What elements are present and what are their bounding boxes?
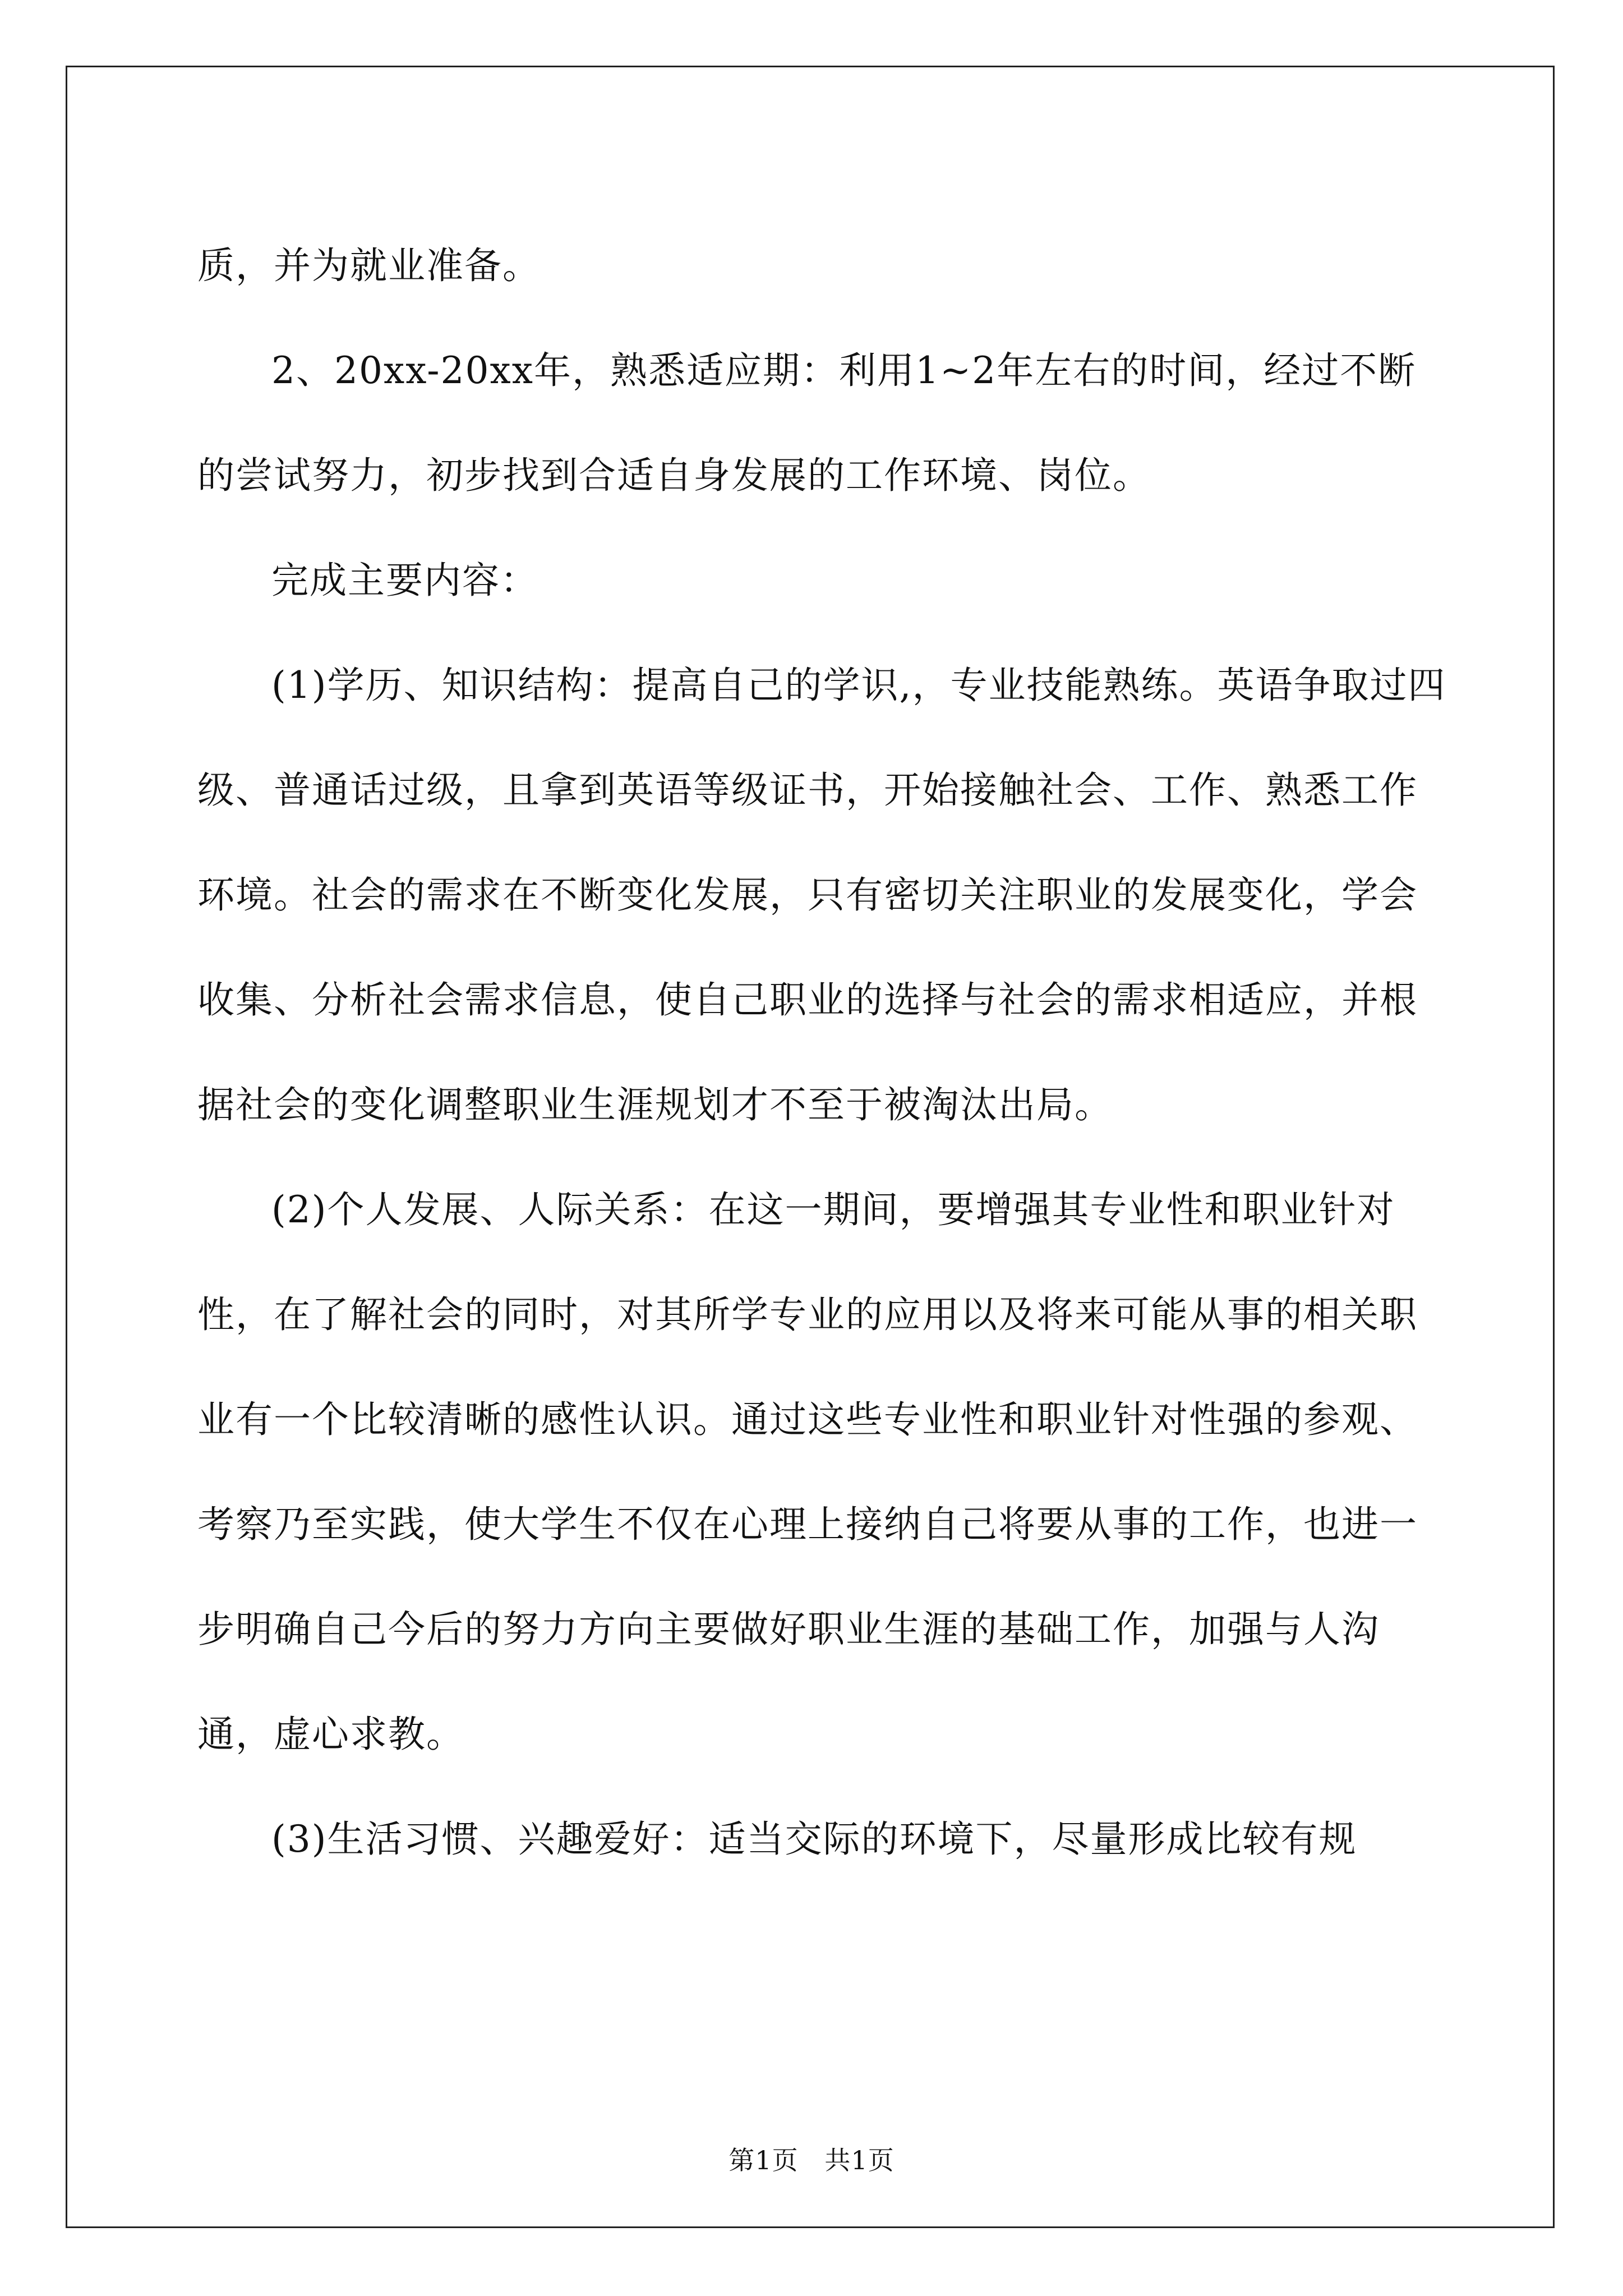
paragraph-item-3: (3)生活习惯、兴趣爱好：适当交际的环境下，尽量形成比较有规 [271, 1818, 1357, 1861]
paragraph-continuation: 质，并为就业准备。 [197, 244, 541, 287]
paragraph-section-2: 2、20xx-20xx年，熟悉适应期：利用1~2年左右的时间，经过不断的尝试努力，初步找到合适自身发展的工作环境、岗位。 [197, 349, 1417, 497]
paragraph-item-2: (2)个人发展、人际关系：在这一期间，要增强其专业性和职业针对性，在了解社会的同时，对其所学专业的应用以及将来可能从事的相关职业有一个比较清晰的感性认识。通过这些专业性和职业针对性强的参观、考察乃至实践，使大学生不仅在心理上接纳自己将要从事的工作，也进一步明确自己今后的努力方向主要做好职业生涯的基础工作，加强与人沟通，虚心求教。 [197, 1188, 1418, 1756]
paragraph-main-content-heading: 完成主要内容： [271, 559, 538, 602]
page-number-footer: 第1页 共1页 [728, 2145, 895, 2175]
document-body [197, 213, 1454, 1892]
paragraph-item-1: (1)学历、知识结构：提高自己的学识,，专业技能熟练。英语争取过四级、普通话过级，且拿到英语等级证书，开始接触社会、工作、熟悉工作环境。社会的需求在不断变化发展，只有密切关注职业的发展变化，学会收集、分析社会需求信息，使自己职业的选择与社会的需求相适应，并根据社会的变化调整职业生涯规划才不至于被淘汰出局。 [197, 664, 1446, 1126]
